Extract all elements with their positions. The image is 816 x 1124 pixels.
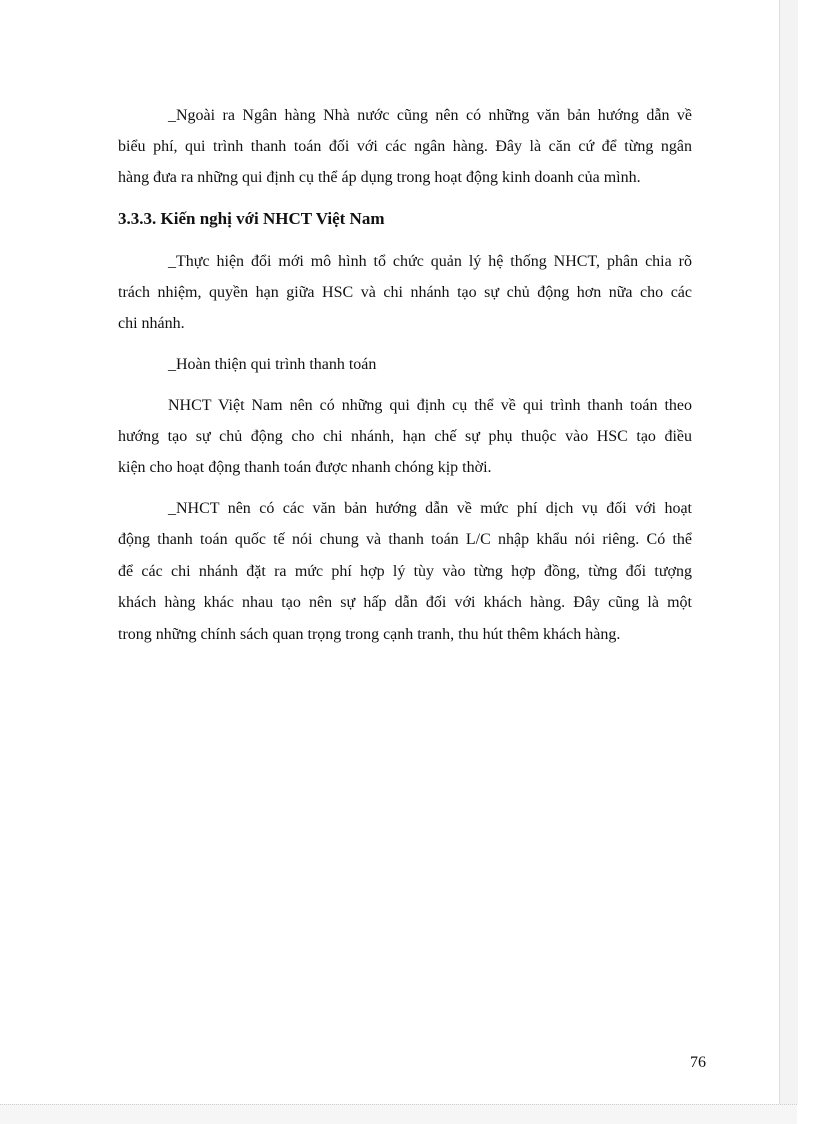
paragraph-line: để các chi nhánh đặt ra mức phí hợp lý tùy vào từng hợp đồng, từng đối tượng [118,563,692,580]
paragraph-line: khách hàng khác nhau tạo nên sự hấp dẫn đối với khách hàng. Đây cũng là một [118,594,692,611]
section-heading: 3.3.3. Kiến nghị với NHCT Việt Nam [118,209,385,228]
paragraph-line: hàng đưa ra những qui định cụ thể áp dụng trong hoạt động kinh doanh của mình. [118,169,641,186]
paragraph-line: _Thực hiện đổi mới mô hình tổ chức quản lý hệ thống NHCT, phân chia rõ [168,253,692,270]
paragraph-line: trong những chính sách quan trọng trong cạnh tranh, thu hút thêm khách hàng. [118,626,621,643]
page-border-bottom [0,1104,797,1124]
paragraph-line: trách nhiệm, quyền hạn giữa HSC và chi nhánh tạo sự chủ động hơn nữa cho các [118,284,692,301]
paragraph-line: động thanh toán quốc tế nói chung và thanh toán L/C nhập khẩu nói riêng. Có thể [118,531,692,548]
paragraph-line: _Hoàn thiện qui trình thanh toán [168,356,377,373]
paragraph-line: kiện cho hoạt động thanh toán được nhanh chóng kịp thời. [118,459,492,476]
paragraph-line: NHCT Việt Nam nên có những qui định cụ thể về qui trình thanh toán theo [168,397,692,414]
paragraph-line: chi nhánh. [118,315,185,332]
paragraph-line: _NHCT nên có các văn bản hướng dẫn về mức phí dịch vụ đối với hoạt [168,500,692,517]
paragraph-line: _Ngoài ra Ngân hàng Nhà nước cũng nên có những văn bản hướng dẫn về [168,107,692,124]
paragraph-line: hướng tạo sự chủ động cho chi nhánh, hạn chế sự phụ thuộc vào HSC tạo điều [118,428,692,445]
page-border-right [779,0,798,1104]
page-number: 76 [690,1054,706,1071]
paragraph-line: biểu phí, qui trình thanh toán đối với các ngân hàng. Đây là căn cứ để từng ngân [118,138,692,155]
